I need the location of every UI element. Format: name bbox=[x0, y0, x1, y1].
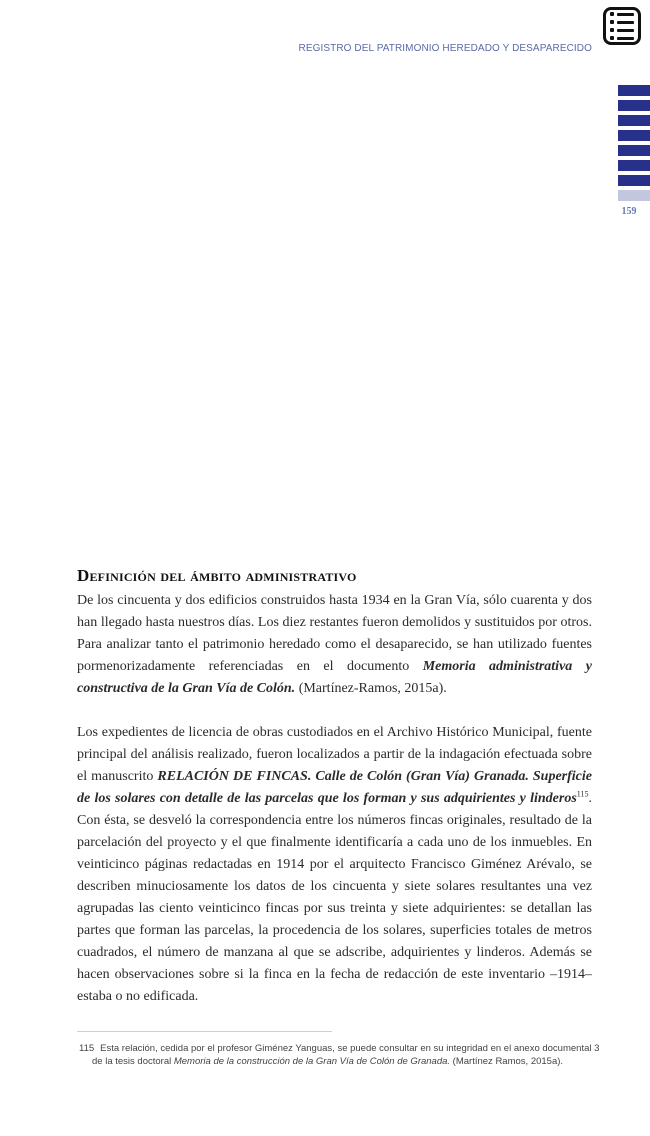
footnote bbox=[79, 1042, 605, 1068]
chapter-tabs bbox=[618, 85, 650, 205]
chapter-tab-current[interactable] bbox=[618, 190, 650, 201]
body-paragraph bbox=[77, 722, 592, 1008]
body-paragraph bbox=[77, 590, 592, 700]
chapter-tab[interactable] bbox=[618, 85, 650, 96]
paragraph-text: . Con ésta, se desveló la correspondencia entre los números fincas originales, resultado de la parcelación del proyecto y el que finalmente identificaría a cada uno de los inmuebles. En veinticinco páginas redactadas en 1914 por el arquitecto Francisco Giménez Arévalo, se describen minuciosamente los datos de los cincuenta y siete solares resultantes una vez agrupadas las ciento veinticinco fincas por sus treinta y siete adquirientes: se detallan las partes que forman las parcelas, la procedencia de los solares, superficies totales de metros cuadrados, el número de manzana al que se adscribe, adquirientes y linderos. Además se hacen observaciones sobre si la finca en la fecha de redacción de este inventario –1914– estaba o no edificada. bbox=[77, 791, 592, 1004]
chapter-tab[interactable] bbox=[618, 175, 650, 186]
running-header: REGISTRO DEL PATRIMONIO HEREDADO Y DESAPARECIDO bbox=[298, 43, 592, 54]
footnote-title-emphasis: Memoria de la construcción de la Gran Vía de Colón de Granada. bbox=[173, 1056, 451, 1067]
manuscript-title-emphasis: RELACIÓN DE FINCAS. Calle de Colón (Gran Vía) Granada. Superficie de los solares con detalle de las parcelas que los forman y sus adquirientes y linderos bbox=[77, 769, 592, 806]
footnote-number: 115 bbox=[79, 1043, 95, 1054]
citation: (Martínez-Ramos, 2015a). bbox=[295, 681, 447, 696]
chapter-tab[interactable] bbox=[618, 115, 650, 126]
footnote-divider bbox=[77, 1031, 332, 1032]
footnote-citation: (Martínez Ramos, 2015a). bbox=[450, 1056, 564, 1067]
table-of-contents-button[interactable] bbox=[603, 7, 641, 45]
document-title-emphasis: Memoria administrativa y constructiva de la Gran Vía de Colón. bbox=[77, 659, 592, 696]
chapter-tab[interactable] bbox=[618, 160, 650, 171]
paragraph-text: De los cincuenta y dos edificios construidos hasta 1934 en la Gran Vía, sólo cuarenta y dos han llegado hasta nuestros días. Los diez restantes fueron demolidos y sustituidos por otros. Para analizar tanto el patrimonio heredado como el desaparecido, se han utilizado fuentes pormenorizadamente referenciadas en el documento bbox=[77, 593, 592, 674]
section-title: Definición del ámbito administrativo bbox=[77, 566, 357, 585]
footnote-reference[interactable]: 115 bbox=[576, 789, 589, 799]
paragraph-text: Los expedientes de licencia de obras custodiados en el Archivo Histórico Municipal, fuente principal del análisis realizado, fueron localizados a partir de la indagación efectuada sobre el manuscrito bbox=[77, 725, 592, 784]
chapter-tab[interactable] bbox=[618, 130, 650, 141]
list-icon bbox=[610, 12, 634, 16]
chapter-tab[interactable] bbox=[618, 145, 650, 156]
footnote-text: Esta relación, cedida por el profesor Giménez Yanguas, se puede consultar en su integridad en el anexo documental 3 de la tesis doctoral bbox=[92, 1043, 600, 1067]
chapter-tab[interactable] bbox=[618, 100, 650, 111]
page-number: 159 bbox=[621, 206, 637, 217]
